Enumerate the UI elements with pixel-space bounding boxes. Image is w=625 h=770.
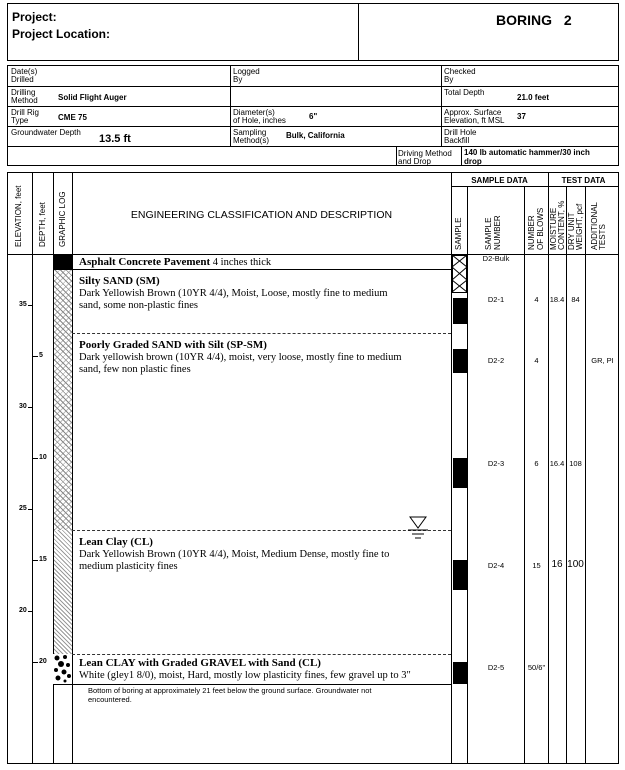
layer-description: Lean Clay (CL) Dark Yellowish Brown (10YR 4/4), Moist, Medium Dense, mostly fine to medium plasticity fines — [79, 536, 390, 572]
boring-title: BORING 2 — [496, 12, 572, 28]
dry-unit-weight: 84 — [571, 295, 580, 304]
bottom-of-boring-note: Bottom of boring at approximately 21 feet below the ground surface. Groundwater not encountered. — [88, 686, 372, 704]
groundwater-value: 13.5 ft — [99, 133, 131, 145]
surface-elevation-value: 37 — [517, 112, 526, 121]
drive-sample-marker — [453, 662, 467, 684]
sample-data-header: SAMPLE DATA — [471, 176, 528, 185]
blow-count: 4 — [534, 356, 539, 365]
drilling-method-label: Drilling Method — [11, 88, 38, 105]
blow-count: 6 — [534, 459, 539, 468]
clay-graphic — [54, 530, 72, 654]
layer-description: Silty SAND (SM) Dark Yellowish Brown (10YR 4/4), Moist, Loose, mostly fine to medium sand, some non-plastic fines — [79, 275, 388, 311]
rig-type-label: Drill Rig Type — [11, 108, 39, 125]
project-label: Project: — [12, 10, 57, 24]
groundwater-icon — [408, 516, 428, 540]
moisture-column-header: MOISTURE CONTENT, % — [549, 200, 566, 250]
moisture-content: 18.4 — [549, 295, 565, 304]
elevation-tick: 30 — [19, 403, 27, 410]
blow-count: 4 — [534, 295, 539, 304]
sampling-method-value: Bulk, California — [286, 131, 345, 140]
bulk-sample-marker — [452, 255, 467, 293]
sample-number: D2-5 — [487, 663, 505, 672]
layer-description: Asphalt Concrete Pavement 4 inches thick — [79, 256, 272, 268]
blows-column-header: NUMBER OF BLOWS — [527, 207, 545, 250]
checked-by-label: Checked By — [444, 67, 476, 84]
layer-description: Poorly Graded SAND with Silt (SP-SM) Dark yellowish brown (10YR 4/4), moist, very loose, mostly fine to medium sand, few non plastic fines — [79, 339, 402, 375]
total-depth-value: 21.0 feet — [517, 93, 550, 102]
moisture-content: 16 — [551, 559, 563, 570]
blow-count: 50/6" — [527, 663, 546, 672]
description-column-header: ENGINEERING CLASSIFICATION AND DESCRIPTION — [130, 209, 393, 221]
groundwater-label: Groundwater Depth — [11, 128, 81, 137]
asphalt-graphic — [53, 255, 72, 269]
dry-unit-weight: 100 — [567, 559, 584, 570]
additional-tests-column-header: ADDITIONAL TESTS — [590, 201, 607, 250]
depth-tick: 20 — [39, 658, 47, 665]
sample-column-header: SAMPLE — [454, 217, 463, 250]
sample-number: D2-3 — [487, 459, 505, 468]
drive-sample-marker — [453, 298, 467, 324]
surface-elevation-label: Approx. Surface Elevation, ft MSL — [444, 108, 505, 125]
blow-count: 15 — [532, 561, 541, 570]
dry-unit-weight: 108 — [569, 459, 582, 468]
gravel-graphic — [53, 654, 72, 684]
depth-tick: 15 — [39, 556, 47, 563]
sample-number: D2-4 — [487, 561, 505, 570]
sample-number-column-header: SAMPLE NUMBER — [484, 215, 502, 250]
sampling-method-label: Sampling Method(s) — [233, 128, 270, 145]
date-drilled-label: Date(s) Drilled — [11, 67, 38, 84]
sample-number: D2-1 — [487, 295, 505, 304]
depth-tick: 5 — [39, 352, 43, 359]
test-data-header: TEST DATA — [561, 176, 606, 185]
backfill-label: Drill Hole Backfill — [444, 128, 477, 145]
elevation-column-header: ELEVATION, feet — [14, 185, 23, 247]
header-divider — [358, 3, 359, 61]
diameter-value: 6" — [309, 112, 318, 121]
total-depth-label: Total Depth — [444, 88, 485, 97]
sample-number: D2-Bulk — [482, 254, 510, 263]
rig-type-value: CME 75 — [58, 113, 87, 122]
sample-number: D2-2 — [487, 356, 505, 365]
logged-by-label: Logged By — [233, 67, 260, 84]
drive-sample-marker — [453, 349, 467, 373]
depth-column-header: DEPTH, feet — [38, 202, 47, 247]
drive-sample-marker — [453, 458, 467, 488]
sand-graphic — [54, 269, 72, 530]
moisture-content: 16.4 — [549, 459, 565, 468]
project-location-label: Project Location: — [12, 27, 111, 41]
elevation-tick: 20 — [19, 607, 27, 614]
additional-tests: GR, PI — [591, 356, 614, 365]
layer-description: Lean CLAY with Graded GRAVEL with Sand (CL) White (gley1 8/0), moist, Hard, mostly low plasticity fines, few gravel up to 3" — [79, 657, 411, 681]
elevation-tick: 35 — [19, 301, 27, 308]
dry-unit-column-header: DRY UNIT WEIGHT, pcf — [567, 203, 584, 250]
drive-sample-marker — [453, 560, 467, 590]
drilling-method-value: Solid Flight Auger — [58, 93, 127, 102]
elevation-tick: 25 — [19, 505, 27, 512]
diameter-label: Diameter(s) of Hole, inches — [233, 108, 286, 125]
graphic-log-column-header: GRAPHIC LOG — [58, 191, 67, 247]
driving-method-value: 140 lb automatic hammer/30 inch drop — [464, 148, 590, 166]
driving-method-label: Driving Method and Drop — [398, 149, 452, 166]
depth-tick: 10 — [39, 454, 47, 461]
